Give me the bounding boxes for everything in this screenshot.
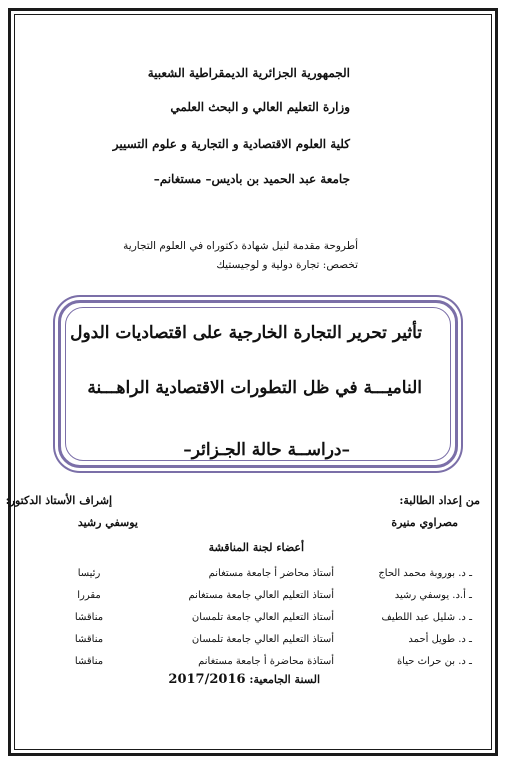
- university-name: جامعة عبد الحميد بن باديس– مستغانم–: [153, 172, 350, 186]
- member-name: ـ د. طويل أحمد: [408, 633, 472, 645]
- member-name: ـ د. بن حراث حياة: [396, 655, 472, 667]
- member-role: مناقشا: [74, 655, 104, 667]
- faculty-name: كلية العلوم الاقتصادية و التجارية و علوم التسيير: [112, 137, 350, 151]
- member-position: أستاذ محاضر أ جامعة مستغانم: [208, 567, 334, 579]
- member-position: أستاذ التعليم العالي جامعة مستغانم: [188, 589, 334, 601]
- member-role: رئيسا: [77, 567, 101, 579]
- member-position: أستاذة محاضرة أ جامعة مستغانم: [198, 655, 334, 667]
- supervisor-label: إشراف الأستاذ الدكتور:: [5, 494, 112, 507]
- table-row: [40, 584, 472, 606]
- student-name: مصراوي منيرة: [391, 516, 458, 529]
- member-name: ـ د. بوروبة محمد الحاج: [378, 567, 472, 579]
- supervisor-name: يوسفي رشيد: [77, 516, 138, 529]
- member-role: مقررا: [77, 589, 101, 601]
- ministry-name: وزارة التعليم العالي و البحث العلمي: [170, 100, 350, 114]
- table-row: [40, 606, 472, 628]
- title-line-1: تأثير تحرير التجارة الخارجية على اقتصاديات الدول: [70, 323, 422, 343]
- committee-title: أعضاء لجنة المناقشة: [208, 541, 304, 554]
- thesis-specialty: تخصص: تجارة دولية و لوجيستيك: [216, 259, 358, 271]
- committee-table: [40, 562, 472, 672]
- academic-year: [168, 672, 320, 687]
- title-line-3: –دراســة حالة الجـزائر–: [183, 440, 350, 460]
- member-position: أستاذ التعليم العالي جامعة تلمسان: [191, 611, 334, 623]
- thesis-intro: أطروحة مقدمة لنيل شهادة دكتوراه في العلوم التجارية: [123, 240, 358, 252]
- prepared-by-label: من إعداد الطالبة:: [399, 494, 480, 507]
- table-row: [40, 562, 472, 584]
- title-line-2: الناميـــة في ظل التطورات الاقتصادية الراهـــنة: [87, 378, 422, 398]
- member-name: ـ د. شليل عبد اللطيف: [381, 611, 472, 623]
- table-row: [40, 650, 472, 672]
- member-name: ـ أ.د. يوسفي رشيد: [394, 589, 472, 601]
- table-row: [40, 628, 472, 650]
- member-position: أستاذ التعليم العالي جامعة تلمسان: [191, 633, 334, 645]
- member-role: مناقشا: [74, 611, 104, 623]
- academic-year-value: 2017/2016: [168, 672, 246, 687]
- member-role: مناقشا: [74, 633, 104, 645]
- republic-name: الجمهورية الجزائرية الديمقراطية الشعبية: [147, 66, 350, 80]
- academic-year-label: السنة الجامعية:: [249, 673, 320, 686]
